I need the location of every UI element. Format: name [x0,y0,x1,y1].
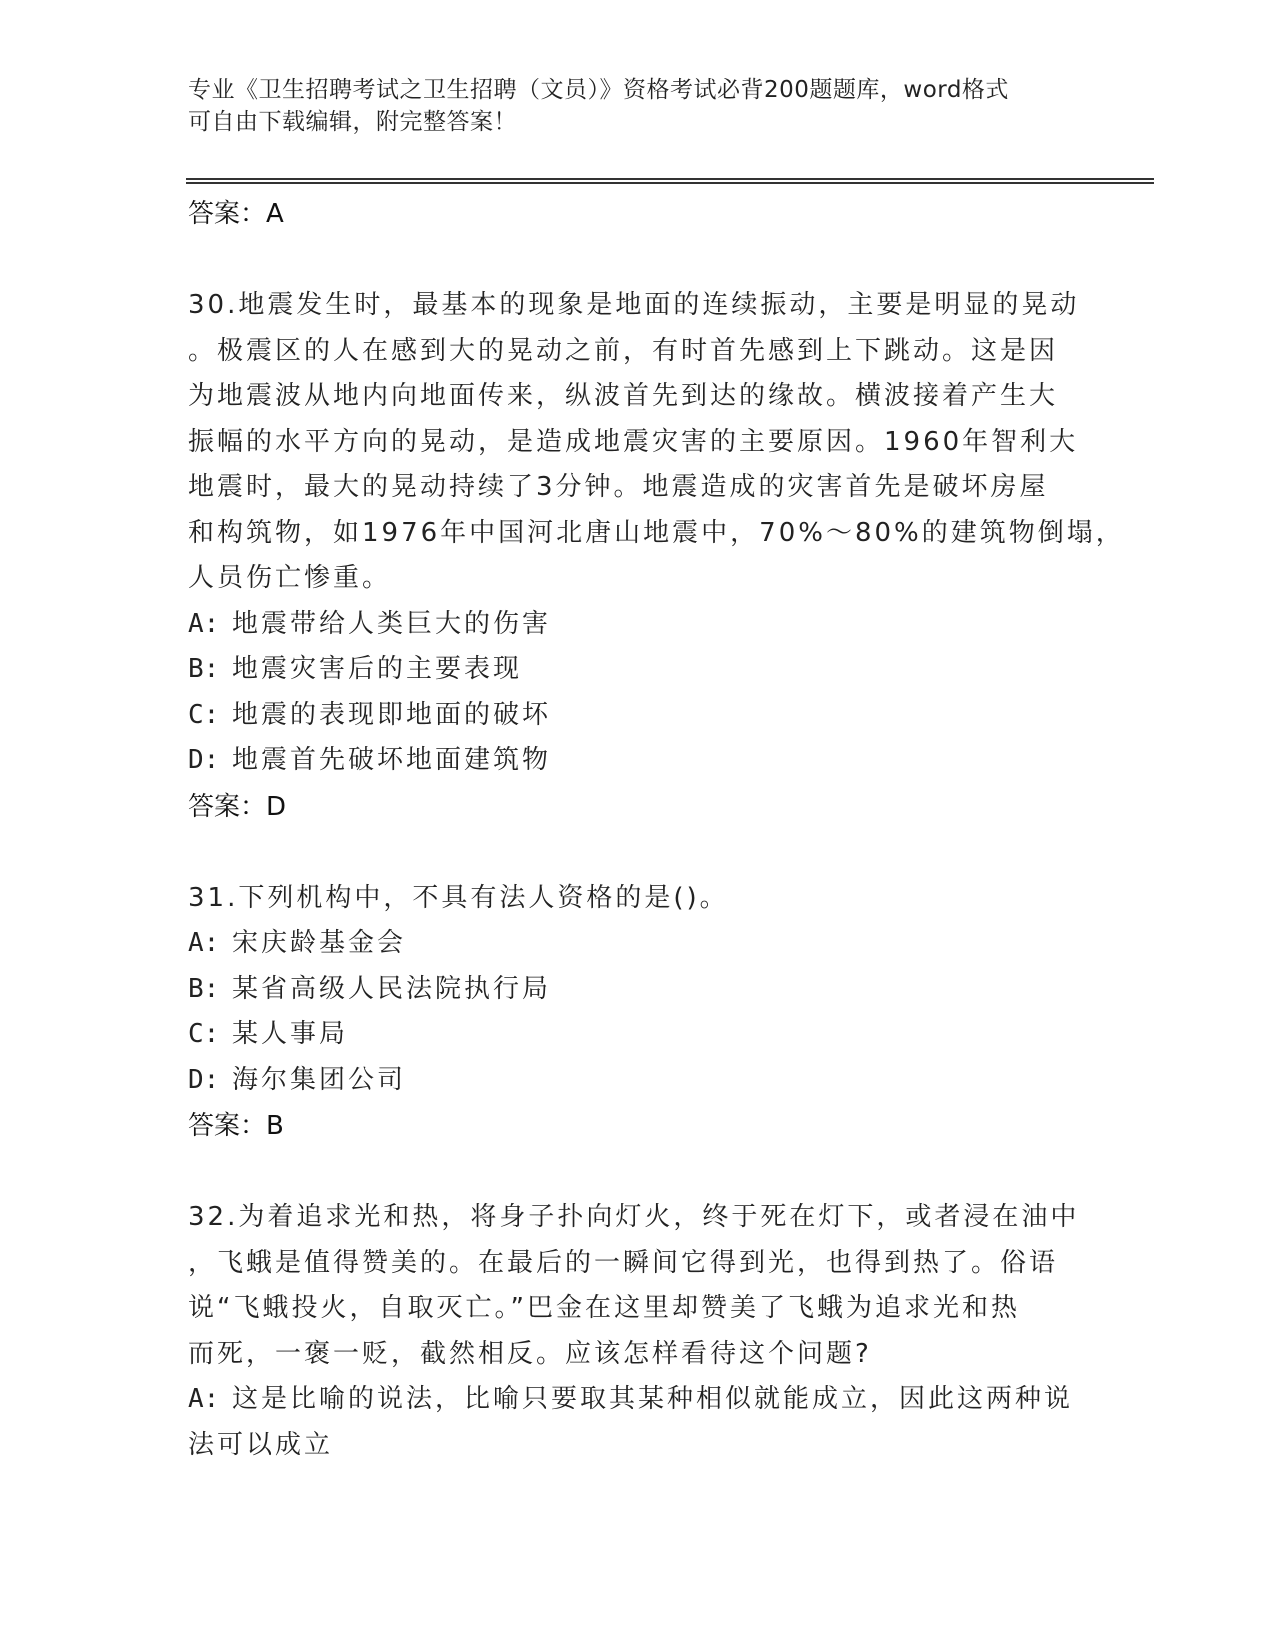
option-letter: C: [188,699,220,730]
question-text-line: 31.下列机构中，不具有法人资格的是()。 [188,882,729,913]
option-d [188,738,1088,784]
option-text: 地震灾害后的主要表现 [232,654,523,684]
answer-label: 答案：A [188,199,284,229]
header-title-line: 专业《卫生招聘考试之卫生招聘（文员）》资格考试必背200题题库，word格式 [188,77,1009,103]
spacer [188,1149,1088,1195]
option-d [188,1058,1088,1104]
question-text-line: 32.为着追求光和热，将身子扑向灯火，终于死在灯下，或者浸在油中 [188,1202,1080,1232]
option-text: 海尔集团公司 [232,1064,407,1095]
option-text-continuation: 法可以成立 [188,1429,334,1460]
option-c [188,693,1088,739]
option-letter: C: [188,1019,220,1049]
option-c [188,1012,1088,1058]
document-header [188,74,1088,138]
spacer [188,237,1088,283]
header-rule-bottom [186,182,1154,184]
question-31 [188,876,1088,1150]
question-text-line: 。极震区的人在感到大的晃动之前，有时首先感到上下跳动。这是因 [188,335,1059,366]
question-text-line: 人员伤亡惨重。 [188,563,392,593]
option-letter: A: [188,608,220,639]
header-rule-top [186,178,1154,180]
question-text-line: 地震时，最大的晃动持续了3分钟。地震造成的灾害首先是破坏房屋 [188,472,1049,502]
answer-label: 答案：D [188,791,287,822]
option-letter: D: [188,745,220,775]
option-a [188,602,1088,648]
option-letter: D: [188,1064,220,1095]
header-subtitle-line: 可自由下载编辑，附完整答案！ [188,109,517,135]
option-b [188,967,1088,1013]
question-30 [188,283,1125,830]
spacer [188,830,1088,876]
option-letter: B: [188,973,220,1004]
option-text: 地震的表现即地面的破坏 [232,699,552,730]
option-letter: A: [188,1384,220,1414]
option-text: 这是比喻的说法，比喻只要取其某种相似就能成立，因此这两种说 [232,1384,1074,1414]
document-body [188,191,1125,1468]
option-letter: B: [188,654,220,684]
question-32 [188,1195,1088,1468]
option-text: 某人事局 [232,1019,349,1049]
question-text-line: 30.地震发生时，最基本的现象是地面的连续振动，主要是明显的晃动 [188,290,1080,320]
question-text-line: 说“飞蛾投火，自取灭亡。”巴金在这里却赞美了飞蛾为追求光和热 [188,1293,1020,1323]
question-text-line: ，飞蛾是值得赞美的。在最后的一瞬间它得到光，也得到热了。俗语 [188,1247,1059,1278]
option-a [188,1377,1088,1423]
question-text-line: 振幅的水平方向的晃动，是造成地震灾害的主要原因。1960年智利大 [188,426,1079,457]
option-text: 地震带给人类巨大的伤害 [232,608,552,639]
option-text: 地震首先破坏地面建筑物 [232,745,552,775]
question-text-line: 而死，一褒一贬，截然相反。应该怎样看待这个问题? [188,1338,872,1369]
option-text: 宋庆龄基金会 [232,928,407,958]
answer-label: 答案：B [188,1111,284,1141]
option-b [188,647,1088,693]
question-text-line: 为地震波从地内向地面传来，纵波首先到达的缘故。横波接着产生大 [188,381,1059,411]
option-letter: A: [188,928,220,958]
question-text-line: 和构筑物，如1976年中国河北唐山地震中，70%～80%的建筑物倒塌， [188,517,1125,548]
option-a [188,921,1088,967]
option-text: 某省高级人民法院执行局 [232,973,552,1004]
